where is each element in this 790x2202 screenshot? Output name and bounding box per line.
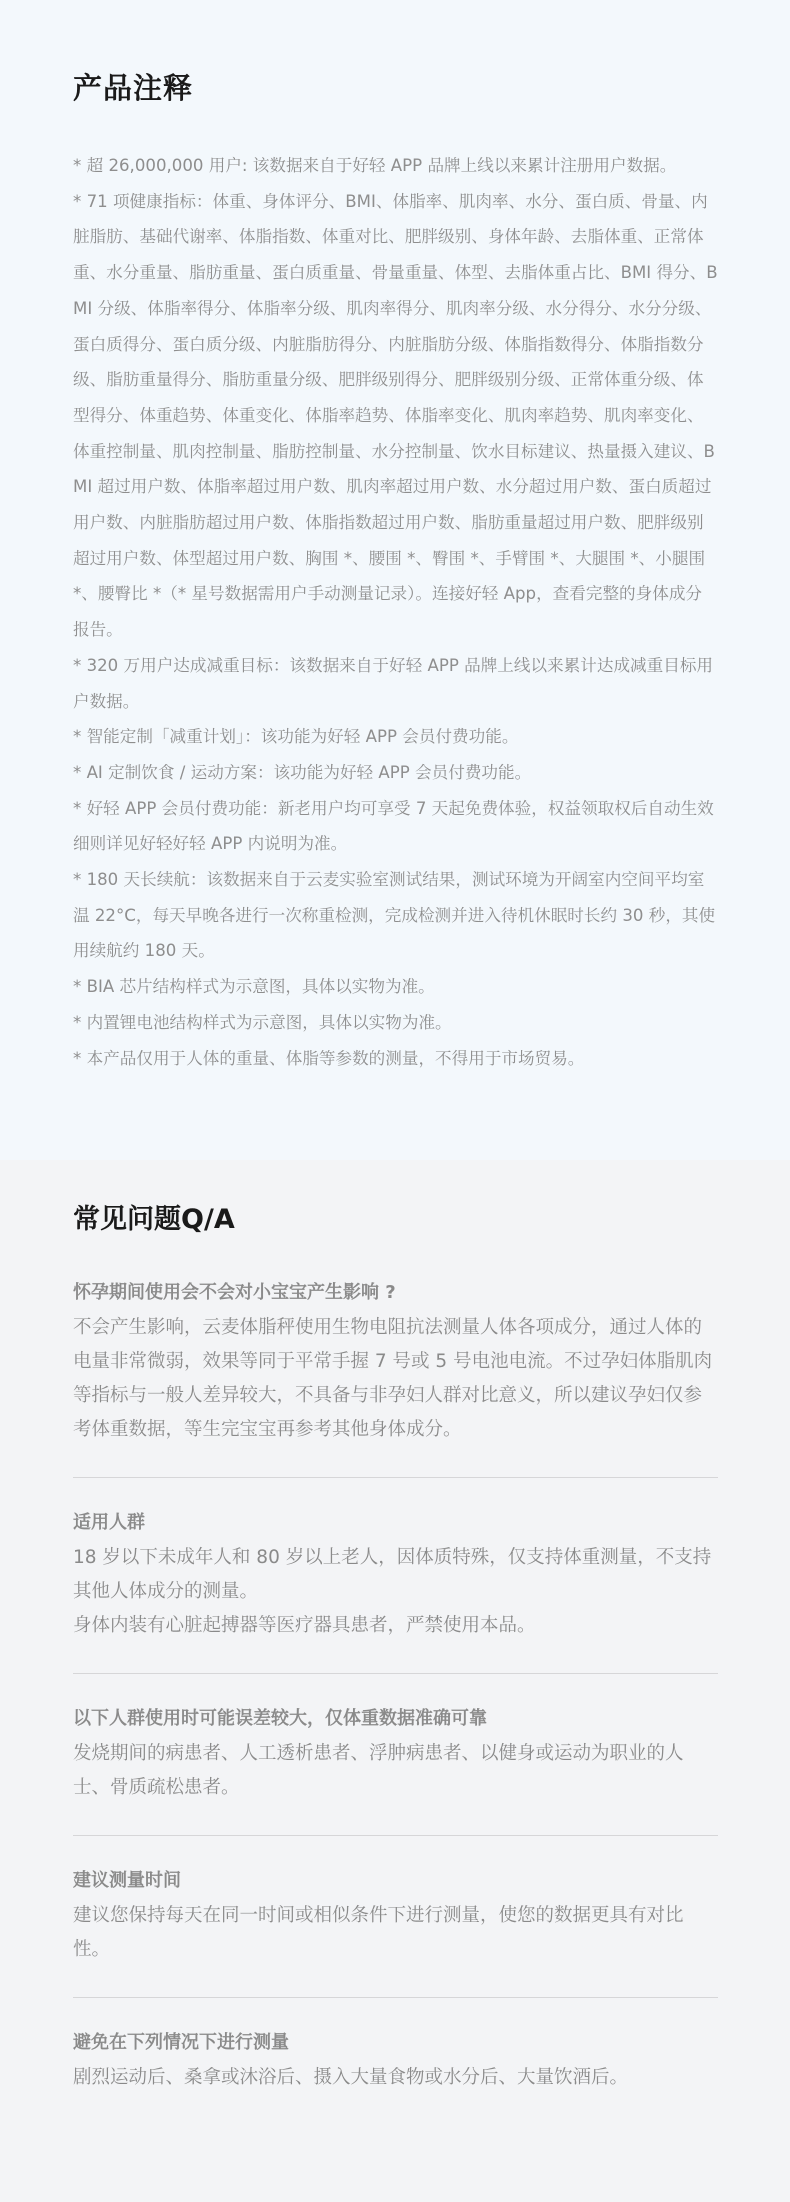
faq-item-measure-time — [73, 1866, 718, 1998]
faq-question: 适用人群 — [73, 1512, 145, 1533]
product-notes-title: 产品注释 — [73, 71, 194, 105]
faq-question: 避免在下列情况下进行测量 — [73, 2032, 289, 2053]
faq-item-pregnancy — [73, 1278, 718, 1478]
note-item: * 180 天长续航：该数据来自于云麦实验室测试结果，测试环境为开阔室内空间平均室温 22°C，每天早晚各进行一次称重检测，完成检测并进入待机休眠时长约 30 秒，其使用续航约 180 天。 — [73, 870, 716, 961]
faq-answer: 不会产生影响，云麦体脂秤使用生物电阻抗法测量人体各项成分，通过人体的电量非常微弱，效果等同于平常手握 7 号或 5 号电池电流。不过孕妇体脂肌肉等指标与一般人差异较大，不具备与非孕妇人群对比意义，所以建议孕妇仅参考体重数据，等生完宝宝再参考其他身体成分。 — [73, 1317, 713, 1440]
faq-section — [0, 1160, 790, 2202]
faq-question: 建议测量时间 — [73, 1870, 181, 1891]
note-item: * 智能定制「减重计划」：该功能为好轻 APP 会员付费功能。 — [73, 727, 519, 747]
note-item: * 71 项健康指标：体重、身体评分、BMI、体脂率、肌肉率、水分、蛋白质、骨量、内脏脂肪、基础代谢率、体脂指数、体重对比、肥胖级别、身体年龄、去脂体重、正常体重、水分重量、脂肪重量、蛋白质重量、骨量重量、体型、去脂体重占比、BMI 得分、BMI 分级、体脂率得分、体脂率分级、肌肉率得分、肌肉率分级、水分得分、水分分级、蛋白质得分、蛋白质分级、内脏脂肪得分、内脏脂肪分级、体脂指数得分、体脂指数分级、脂肪重量得分、脂肪重量分级、肥胖级别得分、肥胖级别分级、正常体重分级、体型得分、体重趋势、体重变化、体脂率趋势、体脂率变化、肌肉率趋势、肌肉率变化、体重控制量、肌肉控制量、脂肪控制量、水分控制量、饮水目标建议、热量摄入建议、BMI 超过用户数、体脂率超过用户数、肌肉率超过用户数、水分超过用户数、蛋白质超过用户数、内脏脂肪超过用户数、体脂指数超过用户数、脂肪重量超过用户数、肥胖级别超过用户数、体型超过用户数、胸围 *、腰围 *、臀围 *、手臂围 *、大腿围 *、小腿围 *、腰臀比 *（* 星号数据需用户手动测量记录）。连接好轻 App，查看完整的身体成分报告。 — [73, 191, 718, 640]
faq-answer: 发烧期间的病患者、人工透析患者、浮肿病患者、以健身或运动为职业的人士、骨质疏松患者。 — [73, 1743, 684, 1798]
note-item: * BIA 芯片结构样式为示意图，具体以实物为准。 — [73, 977, 435, 997]
note-item: * AI 定制饮食 / 运动方案：该功能为好轻 APP 会员付费功能。 — [73, 762, 532, 782]
note-item: * 好轻 APP 会员付费功能：新老用户均可享受 7 天起免费体验，权益领取权后自动生效细则详见好轻好轻 APP 内说明为准。 — [73, 798, 714, 854]
faq-answer: 18 岁以下未成年人和 80 岁以上老人，因体质特殊，仅支持体重测量，不支持其他人体成分的测量。 — [73, 1547, 712, 1602]
faq-answer: 建议您保持每天在同一时间或相似条件下进行测量，使您的数据更具有对比性。 — [73, 1905, 684, 1960]
faq-answer: 身体内装有心脏起搏器等医疗器具患者，严禁使用本品。 — [73, 1615, 536, 1636]
note-item: * 320 万用户达成减重目标：该数据来自于好轻 APP 品牌上线以来累计达成减重目标用户数据。 — [73, 655, 714, 711]
note-item: * 超 26,000,000 用户: 该数据来自于好轻 APP 品牌上线以来累计注册用户数据。 — [73, 156, 677, 175]
faq-item-large-error-groups — [73, 1704, 718, 1836]
faq-question: 怀孕期间使用会不会对小宝宝产生影响 ? — [73, 1282, 396, 1303]
faq-question: 以下人群使用时可能误差较大，仅体重数据准确可靠 — [73, 1708, 487, 1729]
faq-title: 常见问题Q/A — [73, 1204, 235, 1235]
faq-answer: 剧烈运动后、桑拿或沐浴后、摄入大量食物或水分后、大量饮酒后。 — [73, 2067, 629, 2088]
faq-item-applicable-people — [73, 1508, 718, 1674]
note-item: * 本产品仅用于人体的重量、体脂等参数的测量，不得用于市场贸易。 — [73, 1048, 585, 1068]
faq-item-avoid-conditions — [73, 2028, 718, 2125]
note-item: * 内置锂电池结构样式为示意图，具体以实物为准。 — [73, 1012, 452, 1032]
